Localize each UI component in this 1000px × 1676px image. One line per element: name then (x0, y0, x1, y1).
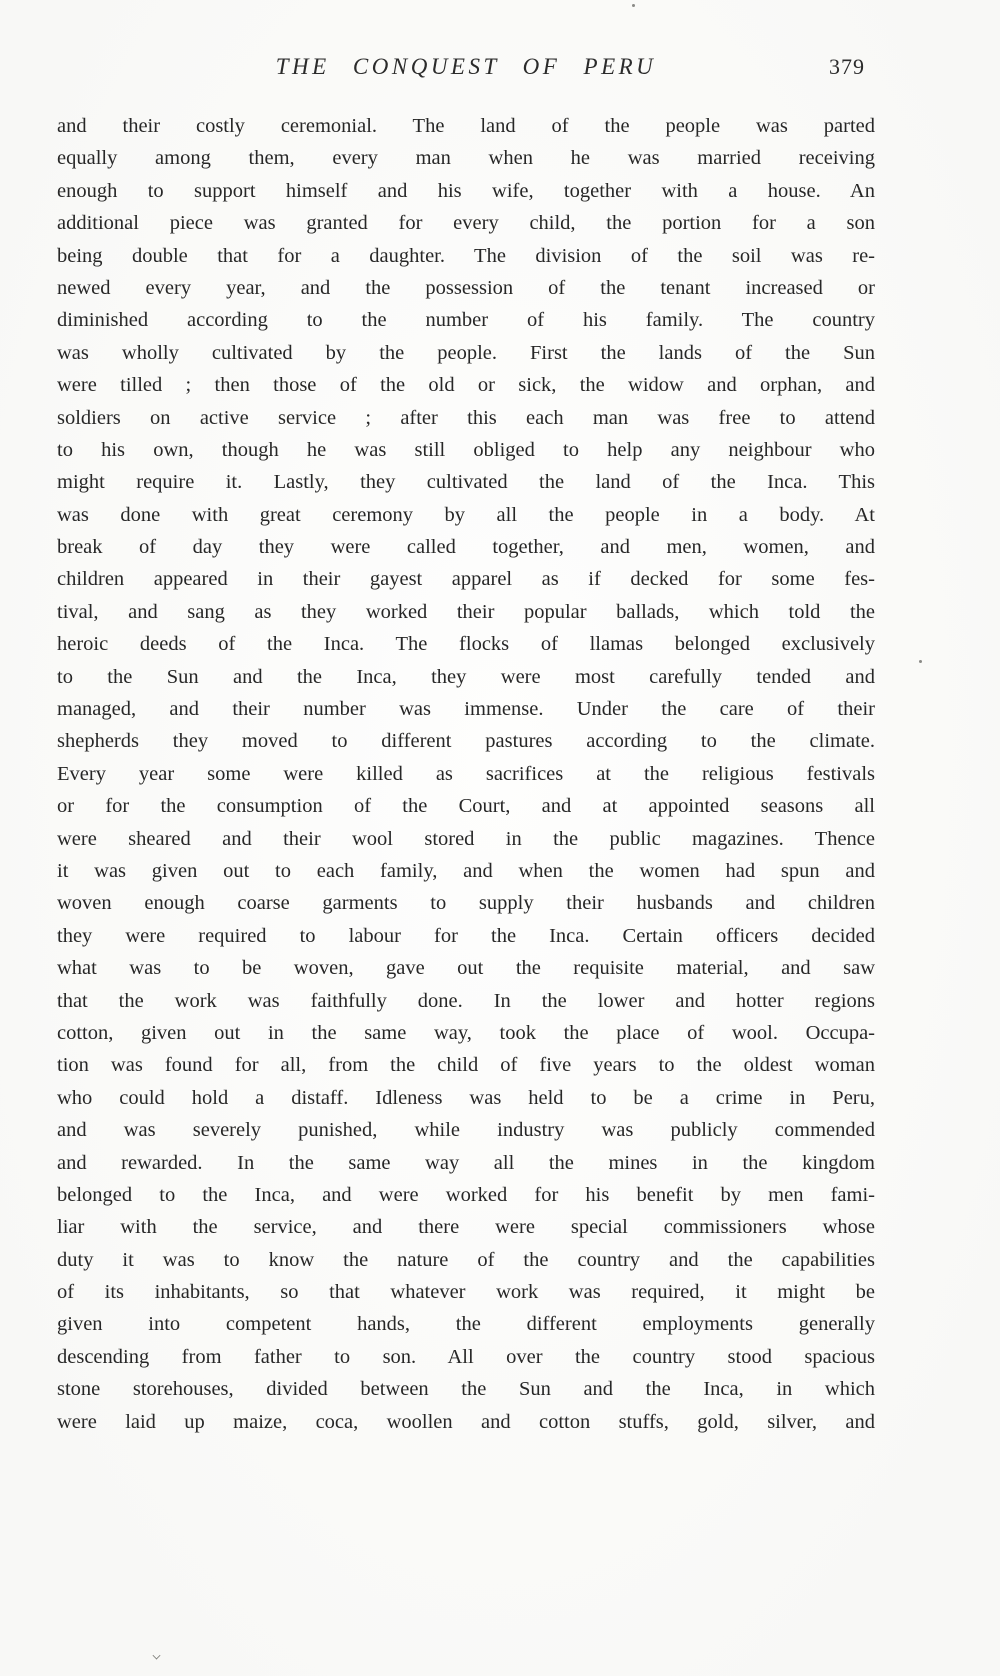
text-line: might require it. Lastly, they cultivated the land of the Inca. This (57, 471, 875, 494)
text-line: it was given out to each family, and when the women had spun and (57, 859, 875, 882)
text-line: diminished according to the number of his family. The country (57, 309, 875, 332)
scan-artifact-mark (153, 1652, 161, 1660)
text-line: what was to be woven, gave out the requisite material, and saw (57, 957, 875, 980)
scan-artifact-dot (919, 660, 922, 663)
scan-artifact-dot (632, 4, 635, 7)
text-line: or for the consumption of the Court, and at appointed seasons all (57, 795, 875, 818)
text-line: they were required to labour for the Inca. Certain officers decided (57, 924, 875, 947)
text-line: that the work was faithfully done. In the lower and hotter regions (57, 989, 875, 1012)
text-line: liar with the service, and there were special commissioners whose (57, 1216, 875, 1239)
text-line: belonged to the Inca, and were worked for his benefit by men fami- (57, 1183, 875, 1206)
text-line: shepherds they moved to different pastures according to the climate. (57, 730, 875, 753)
text-line: descending from father to son. All over the country stood spacious (57, 1345, 875, 1368)
text-line: and rewarded. In the same way all the mines in the kingdom (57, 1151, 875, 1174)
text-line: duty it was to know the nature of the country and the capabilities (57, 1248, 875, 1271)
text-line: were laid up maize, coca, woollen and cotton stuffs, gold, silver, and (57, 1410, 875, 1433)
text-line: was done with great ceremony by all the people in a body. At (57, 503, 875, 526)
text-line: were sheared and their wool stored in the public magazines. Thence (57, 827, 875, 850)
text-line: children appeared in their gayest apparel as if decked for some fes- (57, 568, 875, 591)
text-line: were tilled ; then those of the old or sick, the widow and orphan, and (57, 374, 875, 397)
text-line: being double that for a daughter. The division of the soil was re- (57, 244, 875, 267)
text-line: Every year some were killed as sacrifices at the religious festivals (57, 762, 875, 785)
text-line: managed, and their number was immense. Under the care of their (57, 698, 875, 721)
text-line: enough to support himself and his wife, together with a house. An (57, 179, 875, 202)
text-line: additional piece was granted for every child, the portion for a son (57, 212, 875, 235)
text-line: stone storehouses, divided between the Sun and the Inca, in which (57, 1378, 875, 1401)
text-line: and their costly ceremonial. The land of the people was parted (57, 115, 875, 137)
text-line: was wholly cultivated by the people. First the lands of the Sun (57, 341, 875, 364)
text-line: soldiers on active service ; after this each man was free to attend (57, 406, 875, 429)
text-line: cotton, given out in the same way, took the place of wool. Occupa- (57, 1021, 875, 1044)
text-line: newed every year, and the possession of the tenant increased or (57, 276, 875, 299)
text-line: tion was found for all, from the child of five years to the oldest woman (57, 1054, 875, 1077)
text-line: tival, and sang as they worked their popular ballads, which told the (57, 600, 875, 623)
text-line: heroic deeds of the Inca. The flocks of llamas belonged exclusively (57, 633, 875, 656)
text-line: woven enough coarse garments to supply their husbands and children (57, 892, 875, 915)
body-text (57, 110, 875, 1438)
text-line: of its inhabitants, so that whatever work was required, it might be (57, 1281, 875, 1304)
text-line: equally among them, every man when he was married receiving (57, 147, 875, 170)
page-number: 379 (829, 54, 865, 79)
page-title: THE CONQUEST OF PERU (275, 54, 657, 79)
text-line: given into competent hands, the different employments generally (57, 1313, 875, 1336)
text-line: to his own, though he was still obliged to help any neighbour who (57, 438, 875, 461)
text-line: and was severely punished, while industry was publicly commended (57, 1119, 875, 1142)
running-head (57, 54, 875, 84)
text-line: who could hold a distaff. Idleness was held to be a crime in Peru, (57, 1086, 875, 1109)
text-line: to the Sun and the Inca, they were most carefully tended and (57, 665, 875, 688)
text-line: break of day they were called together, and men, women, and (57, 536, 875, 559)
